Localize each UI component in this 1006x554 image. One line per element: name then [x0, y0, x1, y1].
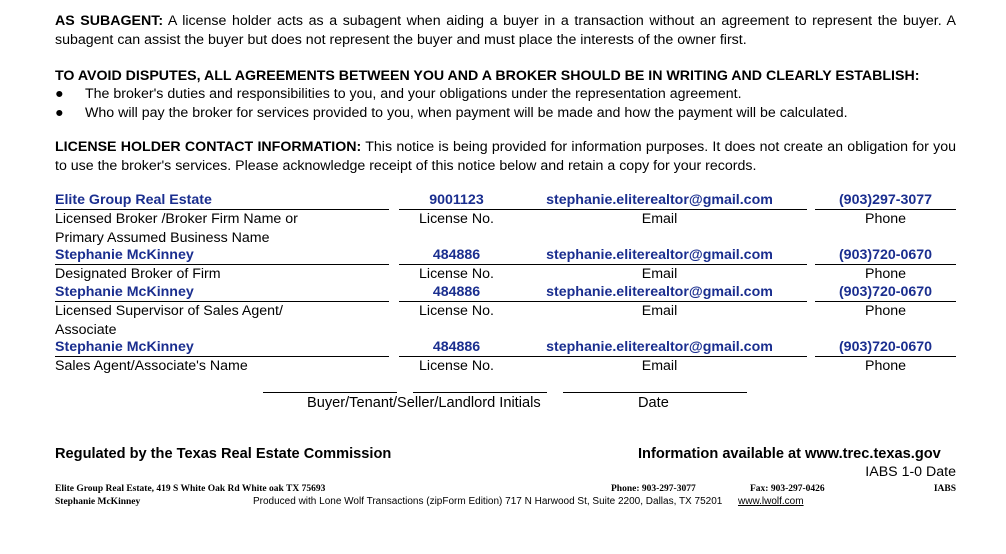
- broker-email[interactable]: stephanie.eliterealtor@gmail.com: [546, 192, 773, 208]
- supervisor-label-2: Associate: [55, 322, 117, 338]
- license-label: License No.: [419, 211, 494, 227]
- broker-firm-name[interactable]: Elite Group Real Estate: [55, 192, 212, 208]
- bullet-icon: ●: [55, 86, 64, 102]
- broker-name-label-2: Primary Assumed Business Name: [55, 230, 270, 246]
- sales-agent-phone[interactable]: (903)720-0670: [838, 339, 933, 355]
- bullet-text: The broker's duties and responsibilities to you, and your obligations under the representation agreement.: [85, 86, 742, 102]
- email-label: Email: [641, 303, 678, 319]
- phone-label: Phone: [864, 266, 907, 282]
- designated-broker-email[interactable]: stephanie.eliterealtor@gmail.com: [546, 247, 773, 263]
- supervisor-email[interactable]: stephanie.eliterealtor@gmail.com: [546, 284, 773, 300]
- email-label: Email: [641, 211, 678, 227]
- email-label: Email: [641, 358, 678, 374]
- contact-info-heading: LICENSE HOLDER CONTACT INFORMATION:: [55, 139, 362, 155]
- agent-name: Stephanie McKinney: [55, 497, 141, 507]
- bullet-item-payment: [55, 104, 956, 123]
- supervisor-license[interactable]: 484886: [432, 284, 481, 300]
- lwolf-link[interactable]: www.lwolf.com: [738, 496, 804, 507]
- bullet-icon: ●: [55, 105, 64, 121]
- office-phone: Phone: 903-297-3077: [611, 484, 696, 494]
- phone-label: Phone: [864, 303, 907, 319]
- form-short: IABS: [933, 484, 956, 494]
- sales-agent-license[interactable]: 484886: [432, 339, 481, 355]
- initials-line-2[interactable]: [413, 392, 547, 393]
- designated-broker-phone[interactable]: (903)720-0670: [838, 247, 933, 263]
- designated-broker-label: Designated Broker of Firm: [55, 266, 221, 282]
- contact-info-text: This notice is being provided for information purposes. It does not create an obligation for you to use the broker's services. Please acknowledge receipt of this notice below and retain a copy for your records.: [55, 139, 957, 174]
- trec-info: Information available at www.trec.texas.gov: [638, 446, 941, 462]
- subagent-heading: AS SUBAGENT:: [55, 13, 164, 29]
- initials-label: Buyer/Tenant/Seller/Landlord Initials: [307, 395, 541, 411]
- date-line[interactable]: [563, 392, 747, 393]
- disputes-heading: TO AVOID DISPUTES, ALL AGREEMENTS BETWEEN YOU AND A BROKER SHOULD BE IN WRITING AND CLEARLY ESTABLISH:: [55, 68, 920, 84]
- bullet-text: Who will pay the broker for services provided to you, when payment will be made and how the payment will be calculated.: [85, 105, 848, 121]
- contact-info-section: [55, 138, 956, 176]
- phone-label: Phone: [864, 358, 907, 374]
- regulated-text: Regulated by the Texas Real Estate Commission: [55, 446, 392, 462]
- designated-broker-name[interactable]: Stephanie McKinney: [55, 247, 194, 263]
- bullet-item-duties: [55, 85, 956, 104]
- supervisor-name[interactable]: Stephanie McKinney: [55, 284, 194, 300]
- sales-agent-label: Sales Agent/Associate's Name: [55, 358, 248, 374]
- subagent-section: [55, 12, 956, 50]
- date-label: Date: [638, 395, 669, 411]
- subagent-text: A license holder acts as a subagent when aiding a buyer in a transaction without an agreement to represent the buyer. A subagent can assist the buyer but does not represent the buyer and must place the interests of the owner first.: [55, 13, 956, 48]
- initials-line-1[interactable]: [263, 392, 397, 393]
- broker-name-label-1: Licensed Broker /Broker Firm Name or: [55, 211, 298, 227]
- form-id: IABS 1-0 Date: [865, 464, 956, 480]
- office-address: Elite Group Real Estate, 419 S White Oak Rd White oak TX 75693: [55, 484, 326, 494]
- license-label: License No.: [419, 303, 494, 319]
- broker-phone[interactable]: (903)297-3077: [838, 192, 933, 208]
- office-fax: Fax: 903-297-0426: [750, 484, 825, 494]
- phone-label: Phone: [864, 211, 907, 227]
- email-label: Email: [641, 266, 678, 282]
- sales-agent-name[interactable]: Stephanie McKinney: [55, 339, 194, 355]
- produced-with: Produced with Lone Wolf Transactions (zipForm Edition) 717 N Harwood St, Suite 2200, Dallas, TX 75201: [253, 496, 723, 507]
- broker-license[interactable]: 9001123: [429, 192, 484, 208]
- sales-agent-email[interactable]: stephanie.eliterealtor@gmail.com: [546, 339, 773, 355]
- designated-broker-license[interactable]: 484886: [432, 247, 481, 263]
- license-label: License No.: [419, 358, 494, 374]
- license-label: License No.: [419, 266, 494, 282]
- supervisor-label-1: Licensed Supervisor of Sales Agent/: [55, 303, 283, 319]
- supervisor-phone[interactable]: (903)720-0670: [838, 284, 933, 300]
